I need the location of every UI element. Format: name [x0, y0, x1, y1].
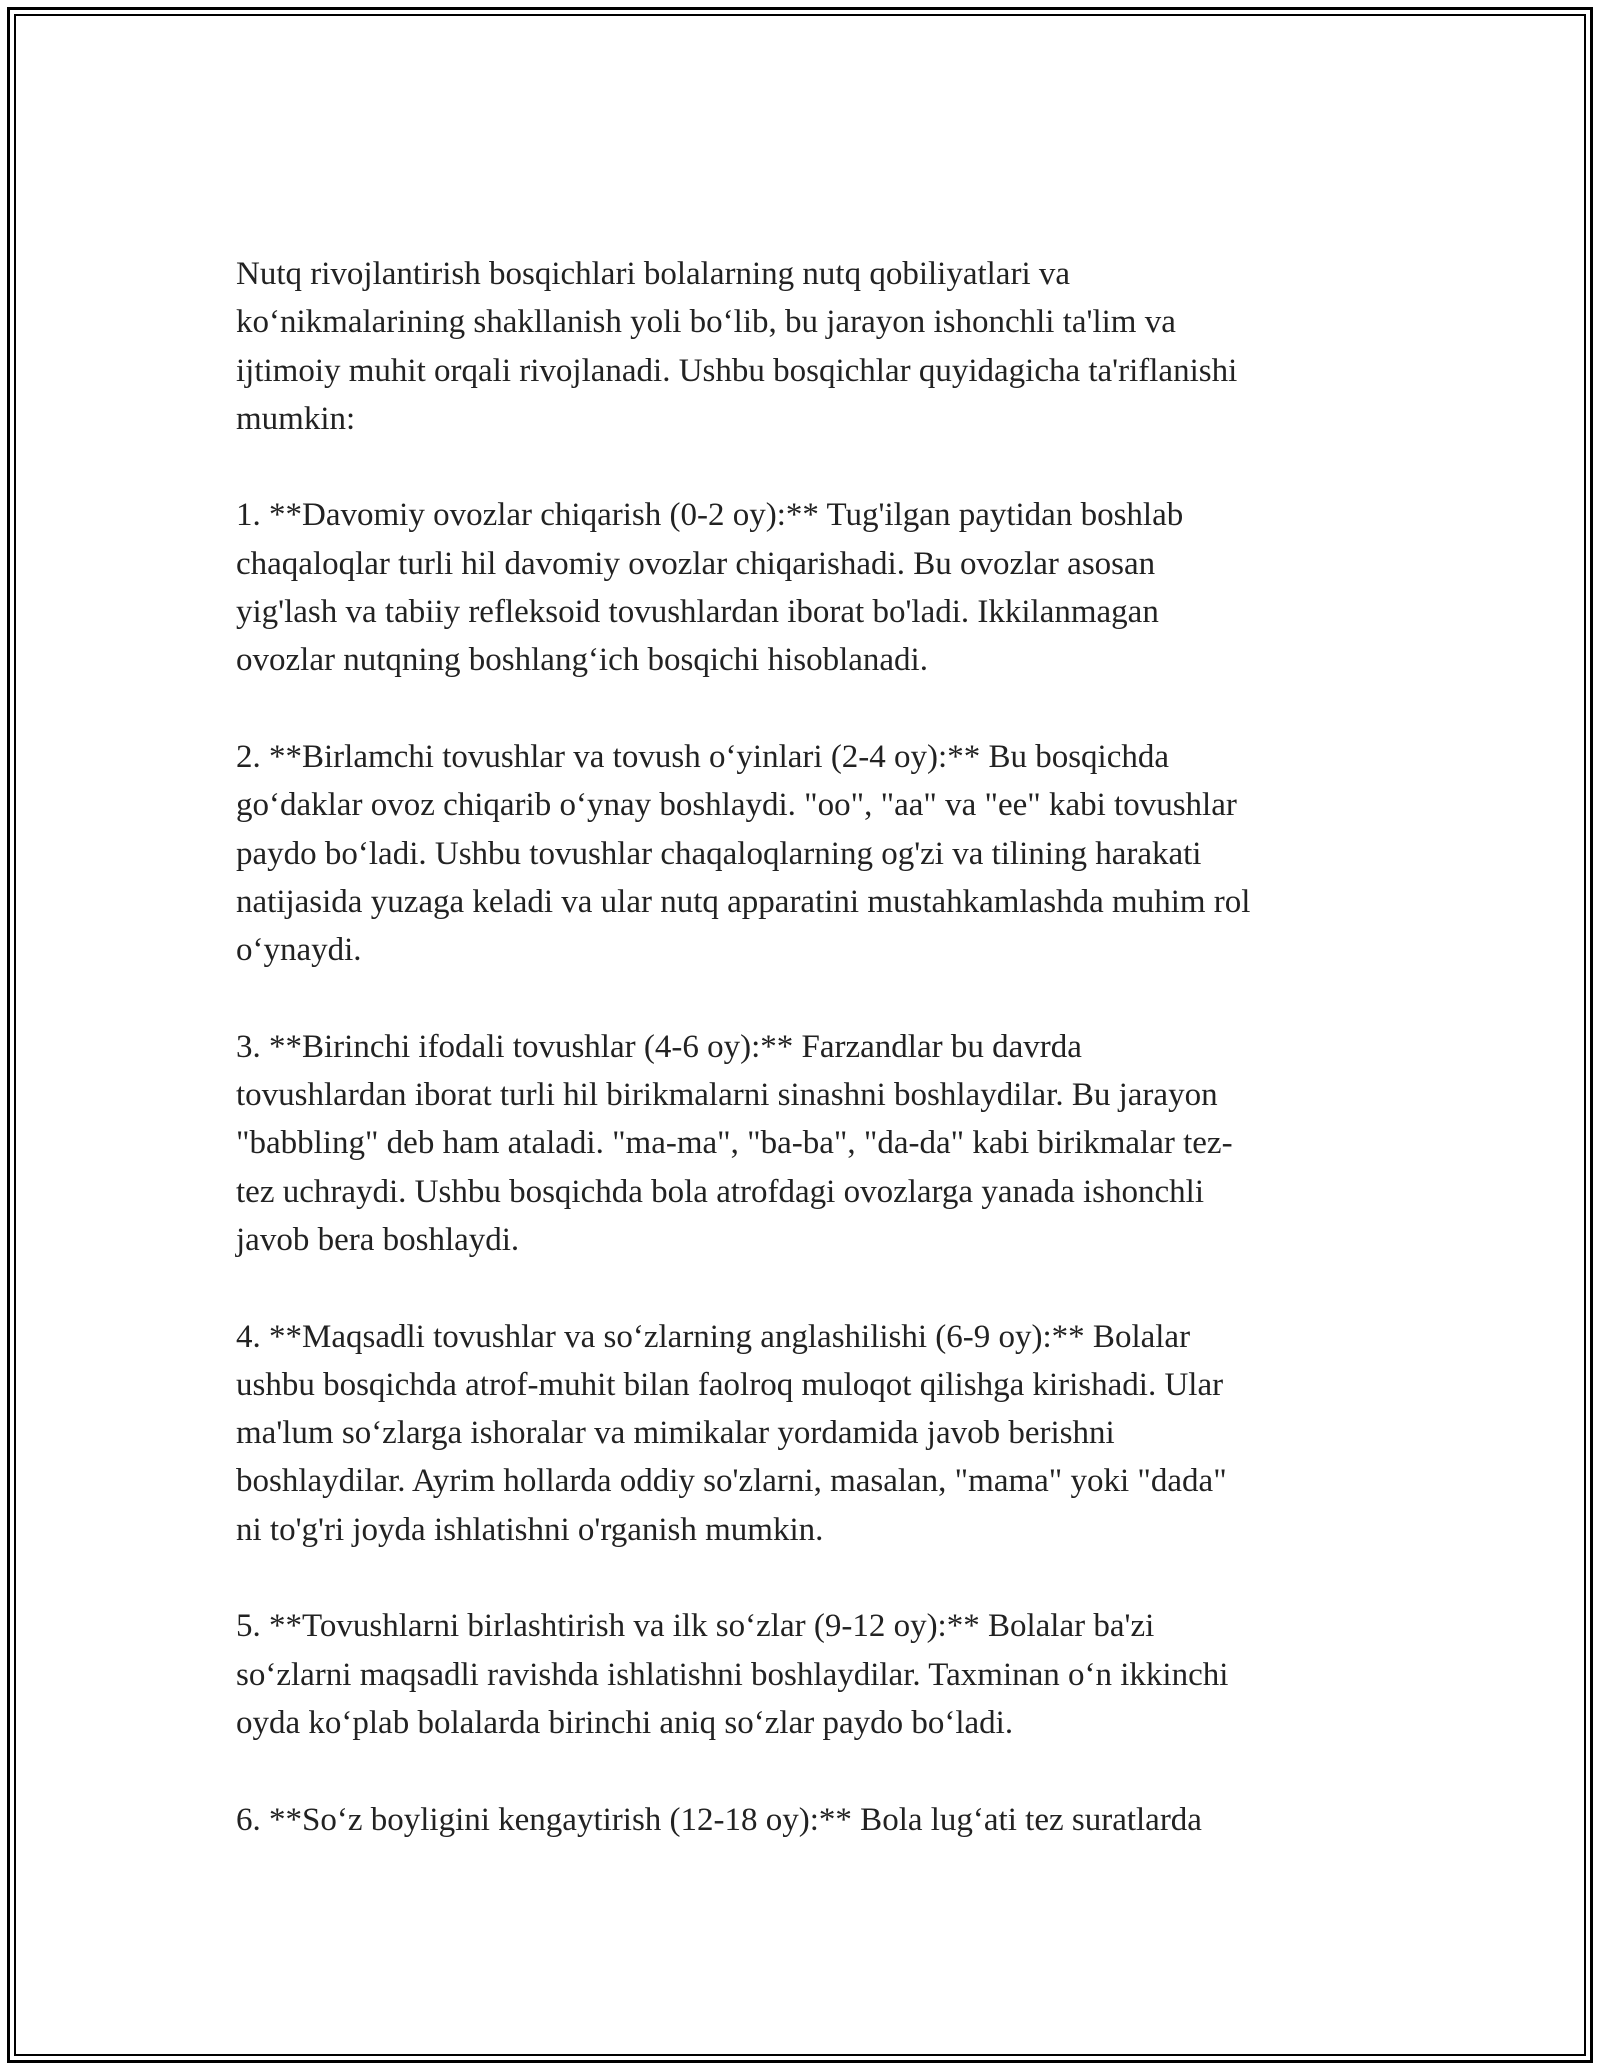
stage-6-paragraph: 6. **Soʻz boyligini kengaytirish (12-18 oy):** Bola lugʻati tez suratlarda	[236, 1801, 1202, 1838]
stage-5-paragraph: 5. **Tovushlarni birlashtirish va ilk soʻzlar (9-12 oy):** Bolalar ba'zi soʻzlarni maqsadli ravishda ishlatishni boshlaydilar. Taxminan oʻn ikkinchi oyda koʻplab bolalarda birinchi aniq soʻzlar paydo boʻladi.	[236, 1608, 1229, 1741]
stage-2-paragraph: 2. **Birlamchi tovushlar va tovush oʻyinlari (2-4 oy):** Bu bosqichda goʻdaklar ovoz chiqarib oʻynay boshlaydi. "oo", "aa" va "ee" kabi tovushlar paydo boʻladi. Ushbu tovushlar chaqaloqlarning og'zi va tilining harakati natijasida yuzaga keladi va ular nutq apparatini mustahkamlashda muhim rol oʻynaydi.	[236, 738, 1251, 969]
document-body	[236, 250, 1366, 1892]
intro-paragraph: Nutq rivojlantirish bosqichlari bolalarning nutq qobiliyatlari va koʻnikmalarining shakllanish yoli boʻlib, bu jarayon ishonchli ta'lim va ijtimoiy muhit orqali rivojlanadi. Ushbu bosqichlar quyidagicha ta'riflanishi mumkin:	[236, 256, 1238, 437]
stage-4-paragraph: 4. **Maqsadli tovushlar va soʻzlarning anglashilishi (6-9 oy):** Bolalar ushbu bosqichda atrof-muhit bilan faolroq muloqot qilishga kirishadi. Ular ma'lum soʻzlarga ishoralar va mimikalar yordamida javob berishni boshlaydilar. Ayrim hollarda oddiy so'zlarni, masalan, "mama" yoki "dada" ni to'g'ri joyda ishlatishni o'rganish mumkin.	[236, 1318, 1227, 1548]
stage-3-paragraph: 3. **Birinchi ifodali tovushlar (4-6 oy):** Farzandlar bu davrda tovushlardan iborat turli hil birikmalarni sinashni boshlaydilar. Bu jarayon "babbling" deb ham ataladi. "ma-ma", "ba-ba", "da-da" kabi birikmalar tez- tez uchraydi. Ushbu bosqichda bola atrofdagi ovozlarga yanada ishonchli javob bera boshlaydi.	[236, 1028, 1233, 1258]
stage-1-paragraph: 1. **Davomiy ovozlar chiqarish (0-2 oy):** Tug'ilgan paytidan boshlab chaqaloqlar turli hil davomiy ovozlar chiqarishadi. Bu ovozlar asosan yig'lash va tabiiy refleksoid tovushlardan iborat bo'ladi. Ikkilanmagan ovozlar nutqning boshlangʻich bosqichi hisoblanadi.	[236, 497, 1184, 679]
